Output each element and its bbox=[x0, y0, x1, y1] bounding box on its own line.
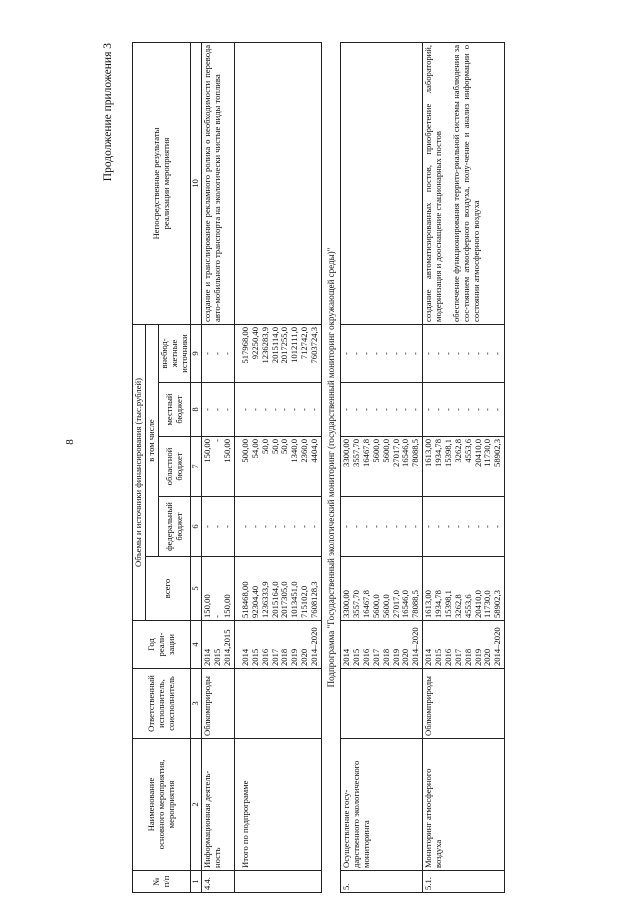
header-funding: Объемы и источники финансирования (тыс.рублей) bbox=[133, 324, 146, 620]
table-row bbox=[234, 42, 321, 892]
program-table bbox=[132, 42, 505, 893]
page-number: 8 bbox=[64, 439, 76, 445]
row-responsible bbox=[341, 669, 423, 739]
column-number: 5 bbox=[191, 557, 202, 621]
header-federal: федеральный бюджет bbox=[158, 497, 191, 557]
row-offbudget: - - - - - - - - bbox=[341, 324, 423, 382]
header-responsible: Ответственный исполнитель, соисполнитель bbox=[133, 669, 191, 739]
subprogram-title-row bbox=[321, 42, 340, 892]
row-results bbox=[341, 42, 423, 324]
row-number: 5. bbox=[341, 871, 423, 893]
row-total: 3300,00 3557,70 16467,8 5600,0 5600,0 27017,0 16546,0 78088,5 bbox=[341, 557, 423, 621]
table-row bbox=[202, 42, 235, 892]
document-sheet bbox=[102, 43, 622, 893]
row-federal: - - - - - - - - bbox=[423, 497, 505, 557]
row-results: создание и транслирование рекламного ролика о необходимости перевода авто-мобильного транспорта на экологически чистые виды топлива bbox=[202, 42, 235, 324]
row-total: 518468,00 92304,40 1236333,9 2015164,0 2017305,0 1013451,0 715102,0 7608128,3 bbox=[234, 557, 321, 621]
row-federal: - - - bbox=[202, 497, 235, 557]
appendix-title: Продолжение приложения 3 bbox=[102, 43, 114, 182]
column-number: 10 bbox=[191, 42, 202, 324]
column-number: 1 bbox=[191, 871, 202, 893]
column-number: 9 bbox=[191, 324, 202, 382]
row-number bbox=[234, 871, 321, 893]
row-years: 2014 2015 2016 2017 2018 2019 2020 2014–2020 bbox=[341, 621, 423, 669]
row-local: - - - bbox=[202, 383, 235, 437]
header-regional: областной бюджет bbox=[158, 437, 191, 497]
row-regional: 500,00 54,00 50,0 50,0 50,0 1340,0 2360,0 4404,0 bbox=[234, 437, 321, 497]
row-results-item: обеспечение функционирования террито-риальной системы наблюдения за сос-тоянием атмосферного воздуха, полу-чение и анализ информации о состоянии атмосферного воздуха bbox=[450, 44, 481, 322]
row-total: 150,00 - 150,00 bbox=[202, 557, 235, 621]
row-federal: - - - - - - - - bbox=[341, 497, 423, 557]
row-years: 2014 2015 2014,2015 bbox=[202, 621, 235, 669]
row-name: Мониторинг атмосферного воздуха bbox=[423, 739, 505, 871]
column-number: 4 bbox=[191, 621, 202, 669]
header-offbudget: внебюд- жетные источники bbox=[158, 324, 191, 382]
row-name: Информационная деятель- ность bbox=[202, 739, 235, 871]
row-regional: 150,00 - 150,00 bbox=[202, 437, 235, 497]
table-row bbox=[423, 42, 505, 892]
row-results bbox=[423, 42, 505, 324]
row-regional: 3300,00 3557,70 16467,8 5600,0 5600,0 27017,0 16546,0 78088,5 bbox=[341, 437, 423, 497]
row-results bbox=[234, 42, 321, 324]
row-number: 4.4. bbox=[202, 871, 235, 893]
header-year: Год реали- зации bbox=[133, 621, 191, 669]
row-total: 1613,00 1934,78 15398,1 3262,8 4553,6 20410,0 11730,0 58902,3 bbox=[423, 557, 505, 621]
row-number: 5.1. bbox=[423, 871, 505, 893]
column-number: 7 bbox=[191, 437, 202, 497]
column-number-row bbox=[191, 42, 202, 892]
row-regional: 1613,00 1934,78 15398,1 3262,8 4553,6 20410,0 11730,0 58902,3 bbox=[423, 437, 505, 497]
header-results: Непосредственные результаты реализации мероприятия bbox=[133, 42, 191, 324]
header-including: в том числе bbox=[145, 324, 158, 556]
header-num: № п/п bbox=[133, 871, 191, 893]
column-number: 8 bbox=[191, 383, 202, 437]
row-years: 2014 2015 2016 2017 2018 2019 2020 2014–2020 bbox=[234, 621, 321, 669]
column-number: 6 bbox=[191, 497, 202, 557]
row-responsible: Облкомприроды bbox=[423, 669, 505, 739]
row-name: Осуществление госу- дарственного экологического мониторинга bbox=[341, 739, 423, 871]
column-number: 3 bbox=[191, 669, 202, 739]
row-offbudget: - - - bbox=[202, 324, 235, 382]
row-local: - - - - - - - - bbox=[234, 383, 321, 437]
row-responsible bbox=[234, 669, 321, 739]
row-federal: - - - - - - - - bbox=[234, 497, 321, 557]
header-total: всего bbox=[145, 557, 191, 621]
row-offbudget: 517968,00 92250,40 1236283,9 2015114,0 2017255,0 1012111,0 712742,0 7603724,3 bbox=[234, 324, 321, 382]
row-responsible: Облкомприроды bbox=[202, 669, 235, 739]
column-number: 2 bbox=[191, 739, 202, 871]
row-local: - - - - - - - - bbox=[341, 383, 423, 437]
header-name: Наименование основного мероприятия, мероприятия bbox=[133, 739, 191, 871]
row-results-item: создание автоматизированных постов, приобретение лабораторий, модернизация и дооснащение стационарных постов bbox=[423, 44, 444, 322]
row-name: Итого по подпрограмме bbox=[234, 739, 321, 871]
header-local: местный бюджет bbox=[158, 383, 191, 437]
row-offbudget: - - - - - - - - bbox=[423, 324, 505, 382]
subprogram-title: Подпрограмма "Государственный экологический мониторинг (государственный мониторинг окружающей среды)" bbox=[325, 247, 336, 688]
table-row bbox=[341, 42, 423, 892]
row-local: - - - - - - - - bbox=[423, 383, 505, 437]
row-years: 2014 2015 2016 2017 2018 2019 2020 2014–2020 bbox=[423, 621, 505, 669]
